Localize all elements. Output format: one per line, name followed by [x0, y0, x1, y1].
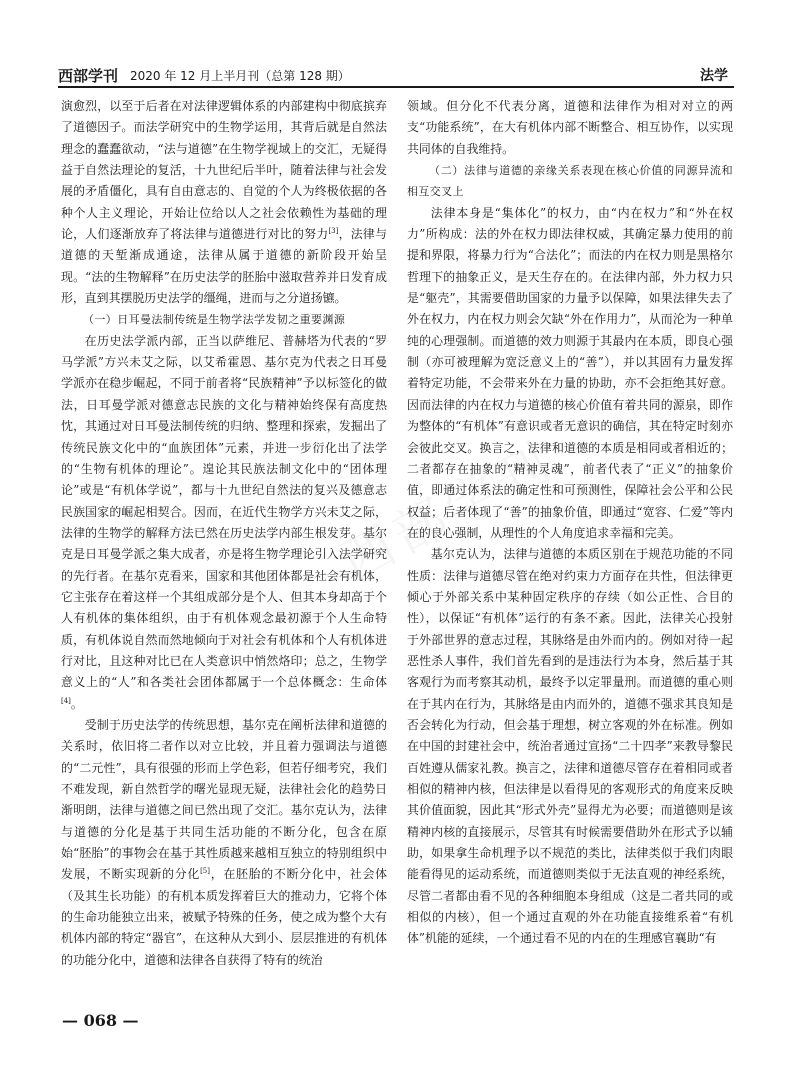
issue-info: 2020 年 12 月上半月刊（总第 128 期） [130, 69, 350, 83]
paragraph: 在历史法学派内部，正当以萨维尼、普赫塔为代表的“罗马学派”方兴未艾之际，以艾希霍恩、基尔克为代表之日耳曼学派亦在稳步崛起，不同于前者将“民族精神”予以标签化的做法，日耳曼学派对德意志民族的文化与精神始终保有高度热忱，其通过对日耳曼法制传统的归纳、整理和探索，发掘出了传统民族文化中的“血族团体”元素，并进一步衍化出了法学的“生物有机体的理论”。遑论其民族法制文化中的“团体理论”或是“有机体学说”，都与十九世纪自然法的复兴及德意志民族国家的崛起相契合。因而，在近代生物学方兴未艾之际，法律的生物学的解释方法已然在历史法学内部生根发芽。基尔克是日耳曼学派之集大成者，亦是将生物学理论引入法学研究的先行者。在基尔克看来，国家和其他团体都是社会有机体，它主张存在着这样一个其组成部分是个人、但其本身却高于个人有机体的集体组织，由于有机体观念最初源于个人生命特质，有机体说自然而然地倾向于对社会有机体和个人有机体进行对比，且这种对比已在人类意识中悄然烙印；总之，生物学意义上的“人”和各类社会团体都属于一个总体概念：生命体[4]。 [61, 333, 387, 711]
paragraph: 基尔克认为，法律与道德的本质区别在于规范功能的不同性质：法律与道德尽管在绝对约束力方面存在共性，但法律更倾心于外部关系中某种固定秩序的存续（如公正性、合目的性），以保证“有机体”运行的有条不紊。因此，法律关心投射于外部世界的意志过程，其脉络是由外而内的。例如对待一起恶性杀人事件，我们首先看到的是违法行为本身，然后基于其客观行为而考察其动机，最终予以定罪量刑。而道德的重心则在于其内在行为，其脉络是由内而外的，道德不强求其良知是否会转化为行动，但会基于理想，树立客观的外在标准。例如在中国的封建社会中，统治者通过宣扬“二十四孝”来教导黎民百姓遵从儒家礼教。换言之，法律和道德尽管存在着相同或者相似的精神内核，但法律是以看得见的客观形式的角度来反映其价值面貌，因此其“形式外壳”显得尤为必要；而道德则是该精神内核的直接展示，尽管其有时候需要借助外在形式予以辅助，如果拿生命机理予以不规范的类比，法律类似于我们肉眼能看得见的运动系统，而道德则类似于无法直观的神经系统，尽管二者都由看不见的各种细胞本身组成（这是二者共同的或相似的内核），但一个通过直观的外在功能直接维系着“有机体”机能的延续，一个通过看不见的内在的生理感官襄助“有 [407, 547, 733, 946]
citation-ref: [3] [328, 227, 339, 236]
paragraph: 演愈烈，以至于后者在对法律逻辑体系的内部建构中彻底摈弃了道德因子。而法学研究中的生物学运用，其背后就是自然法理念的蠢蠢欲动，“法与道德”在生物学视域上的交汇，无疑得益于自然法理论的复活，十九世纪后半叶，随着法律与社会发展的矛盾僵化，具有自由意志的、自觉的个人为终极依据的各种个人主义理论，开始让位给以人之社会依赖性为基础的理论，人们逐渐放弃了将法律与道德进行对比的努力[3]，法律与道德的天堑渐成通途，法律从属于道德的新阶段开始呈现。“法的生物解释”在历史法学的胚胎中滋取营养并日发育成形，直到其摆脱历史法学的缰绳，进而与之分道扬镳。 [61, 99, 387, 306]
section-heading: （一）日耳曼法制传统是生物学法学发韧之重要渊源 [83, 313, 346, 327]
left-column [61, 96, 387, 971]
paragraph: 领域。但分化不代表分离，道德和法律作为相对对立的两支“功能系统”，在大有机体内部不断整合、相互协作，以实现共同体的自我维持。 [407, 99, 733, 156]
citation-ref: [4] [61, 696, 71, 705]
citation-ref: [5] [200, 867, 210, 876]
running-header [58, 62, 734, 88]
paragraph: 法律本身是“集体化”的权力，由“内在权力”和“外在权力”所构成：法的外在权力即法律权威，其确定暴力使用的前提和界限，将暴力行为“合法化”；而法的内在权力则是黑格尔哲理下的抽象正义，是天生存在的。在法律内部，外力权力只是“躯壳”，其需要借助国家的力量予以保障，如果法律失去了外在权力，内在权力则会欠缺“外在作用力”，从而沦为一种单纯的心理强制。而道德的效力则源于其最内在本质，即良心强制（亦可被理解为宽泛意义上的“善”），并以其固有力量发挥着特定功能，不会带来外在力量的协助，亦不会拒绝其好意。因而法律的内在权力与道德的核心价值有着共同的源泉，即作为整体的“有机体”有意识或者无意识的确信，其在特定时刻亦会彼此交叉。换言之，法律和道德的本质是相同或者相近的；二者都存在抽象的“精神灵魂”，前者代表了“正义”的抽象价值，即通过体系法的确定性和可预测性，保障社会公平和公民权益；后者体现了“善”的抽象价值，即通过“宽容、仁爱”等内在的良心强制，从理性的个人角度追求幸福和完美。 [407, 205, 733, 540]
section-category: 法学 [700, 68, 728, 84]
journal-logo: 西部学刊 [58, 67, 119, 85]
section-heading: （二）法律与道德的亲缘关系表现在核心价值的同源异流和相互交叉上 [407, 164, 733, 199]
right-column [407, 96, 733, 950]
page-number: — 068 — [62, 1011, 139, 1030]
paragraph: 受制于历史法学的传统思想，基尔克在阐析法律和道德的关系时，依旧将二者作以对立比较，并且着力强调法与道德的“二元性”，具有很强的形而上学色彩，但若仔细考究，我们不难发现，新自然哲学的曙光显现无疑，法律社会化的趋势日渐明朗，法律与道德之间已然出现了交汇。基尔克认为，法律与道德的分化是基于共同生活功能的不断分化，包含在原始“胚胎”的事物会在基于其性质越来越相互独立的特别组织中发展，不断实现新的分化[5]，在胚胎的不断分化中，社会体（及其生长功能）的有机本质发挥着巨大的推动力，它将个体的生命功能独立出来，被赋予特殊的任务，使之成为整个大有机体内部的特定“器官”，在这种从大到小、层层推进的有机体的功能分化中，道德和法律各自获得了特有的统治 [61, 717, 387, 967]
